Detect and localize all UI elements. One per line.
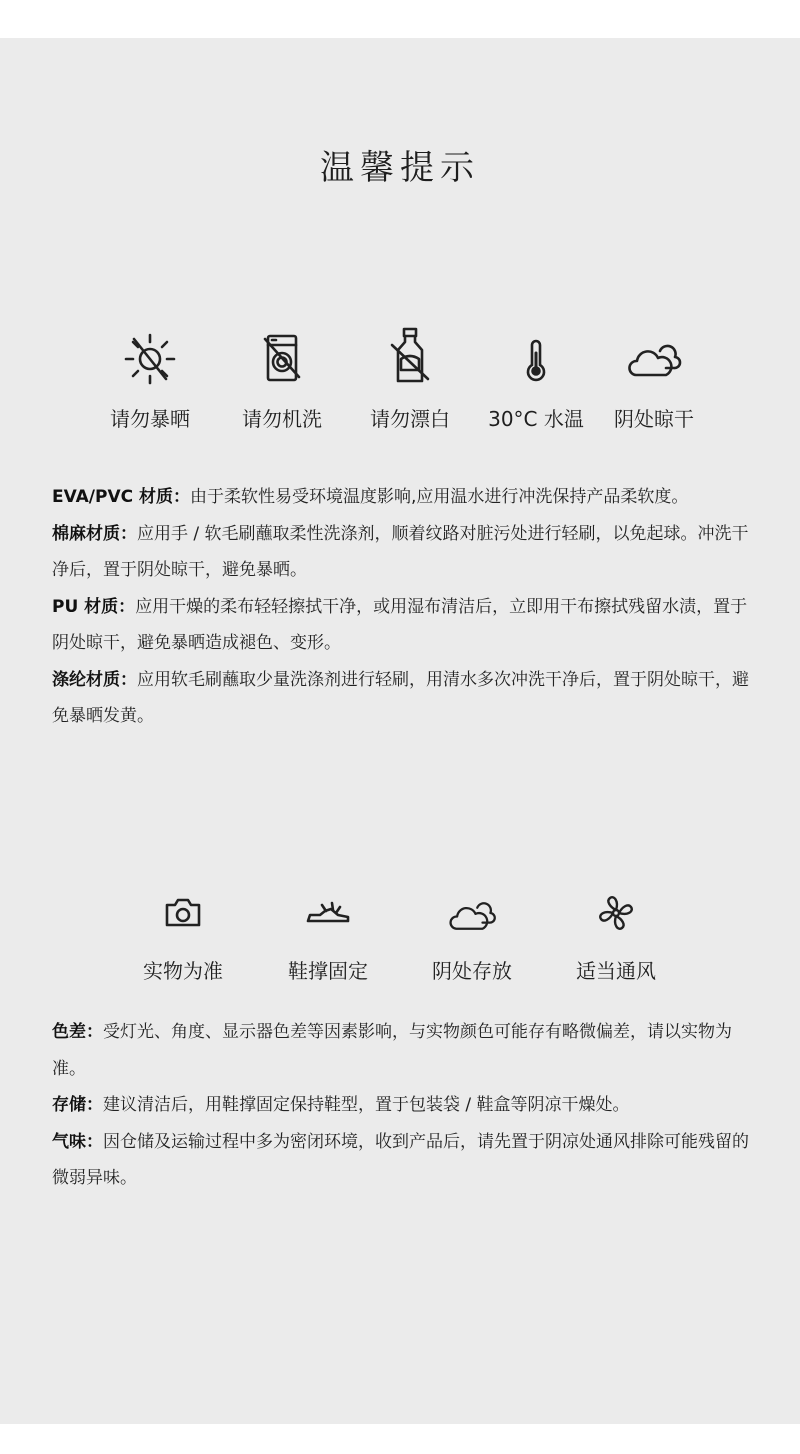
material-text: 应用干燥的柔布轻轻擦拭干净，或用湿布清洁后，立即用干布擦拭残留水渍，置于阴处晾干，避免暴晒造成褪色、变形。 — [52, 596, 748, 653]
care-label: 阴处晾干 — [614, 407, 694, 431]
cloud-icon — [622, 325, 686, 389]
tip-item-ventilation — [546, 885, 686, 984]
cloud-icon — [444, 885, 500, 941]
material-cotton-linen — [52, 516, 752, 589]
material-name: 棉麻材质： — [52, 523, 137, 544]
note-name: 气味： — [52, 1131, 103, 1152]
care-item-no-bleach — [340, 325, 480, 432]
fan-icon — [588, 885, 644, 941]
notes-section — [52, 1014, 752, 1197]
material-text: 应用软毛刷蘸取少量洗涤剂进行轻刷，用清水多次冲洗干净后，置于阴处晾干，避免暴晒发黄。 — [52, 669, 749, 726]
care-item-shade-dry — [584, 325, 724, 432]
tip-label: 适当通风 — [576, 959, 656, 983]
note-color-difference — [52, 1014, 752, 1087]
care-label: 30°C 水温 — [488, 407, 584, 431]
material-text: 应用手 / 软毛刷蘸取柔性洗涤剂，顺着纹路对脏污处进行轻刷，以免起球。冲洗干净后，置于阴处晾干，避免暴晒。 — [52, 523, 749, 580]
material-name: 涤纶材质： — [52, 669, 137, 690]
note-text: 因仓储及运输过程中多为密闭环境，收到产品后，请先置于阴凉处通风排除可能残留的微弱异味。 — [52, 1131, 749, 1188]
no-machine-wash-icon — [250, 325, 314, 389]
tip-item-shoe-tree — [258, 885, 398, 984]
thermometer-icon — [504, 325, 568, 389]
tip-label: 鞋撑固定 — [288, 959, 368, 983]
note-odor — [52, 1124, 752, 1197]
care-label: 请勿漂白 — [370, 407, 450, 431]
material-polyester — [52, 662, 752, 735]
materials-section — [52, 479, 752, 735]
care-item-no-sun — [80, 325, 220, 432]
tip-item-actual-product — [113, 885, 253, 984]
tip-label: 实物为准 — [143, 959, 223, 983]
material-pu — [52, 589, 752, 662]
note-text: 受灯光、角度、显示器色差等因素影响，与实物颜色可能存有略微偏差，请以实物为准。 — [52, 1022, 732, 1079]
tip-item-shade-store — [402, 885, 542, 984]
care-label: 请勿暴晒 — [110, 407, 190, 431]
care-icons-row — [0, 325, 800, 465]
note-text: 建议清洁后，用鞋撑固定保持鞋型，置于包装袋 / 鞋盒等阴凉干燥处。 — [103, 1095, 630, 1115]
note-storage — [52, 1087, 752, 1124]
care-item-no-machine-wash — [212, 325, 352, 432]
material-text: 由于柔软性易受环境温度影响,应用温水进行冲洗保持产品柔软度。 — [190, 487, 689, 507]
tip-icons-row — [0, 885, 800, 1025]
page-title: 温馨提示 — [320, 148, 480, 188]
note-name: 色差： — [52, 1022, 103, 1042]
no-bleach-icon — [378, 325, 442, 389]
care-label: 请勿机洗 — [242, 407, 322, 431]
material-name: EVA/PVC 材质： — [52, 487, 190, 507]
shoe-tree-icon — [300, 885, 356, 941]
note-name: 存储： — [52, 1095, 103, 1115]
no-sun-icon — [118, 325, 182, 389]
material-name: PU 材质： — [52, 596, 136, 617]
material-eva — [52, 479, 752, 516]
camera-icon — [155, 885, 211, 941]
tip-label: 阴处存放 — [432, 959, 512, 983]
